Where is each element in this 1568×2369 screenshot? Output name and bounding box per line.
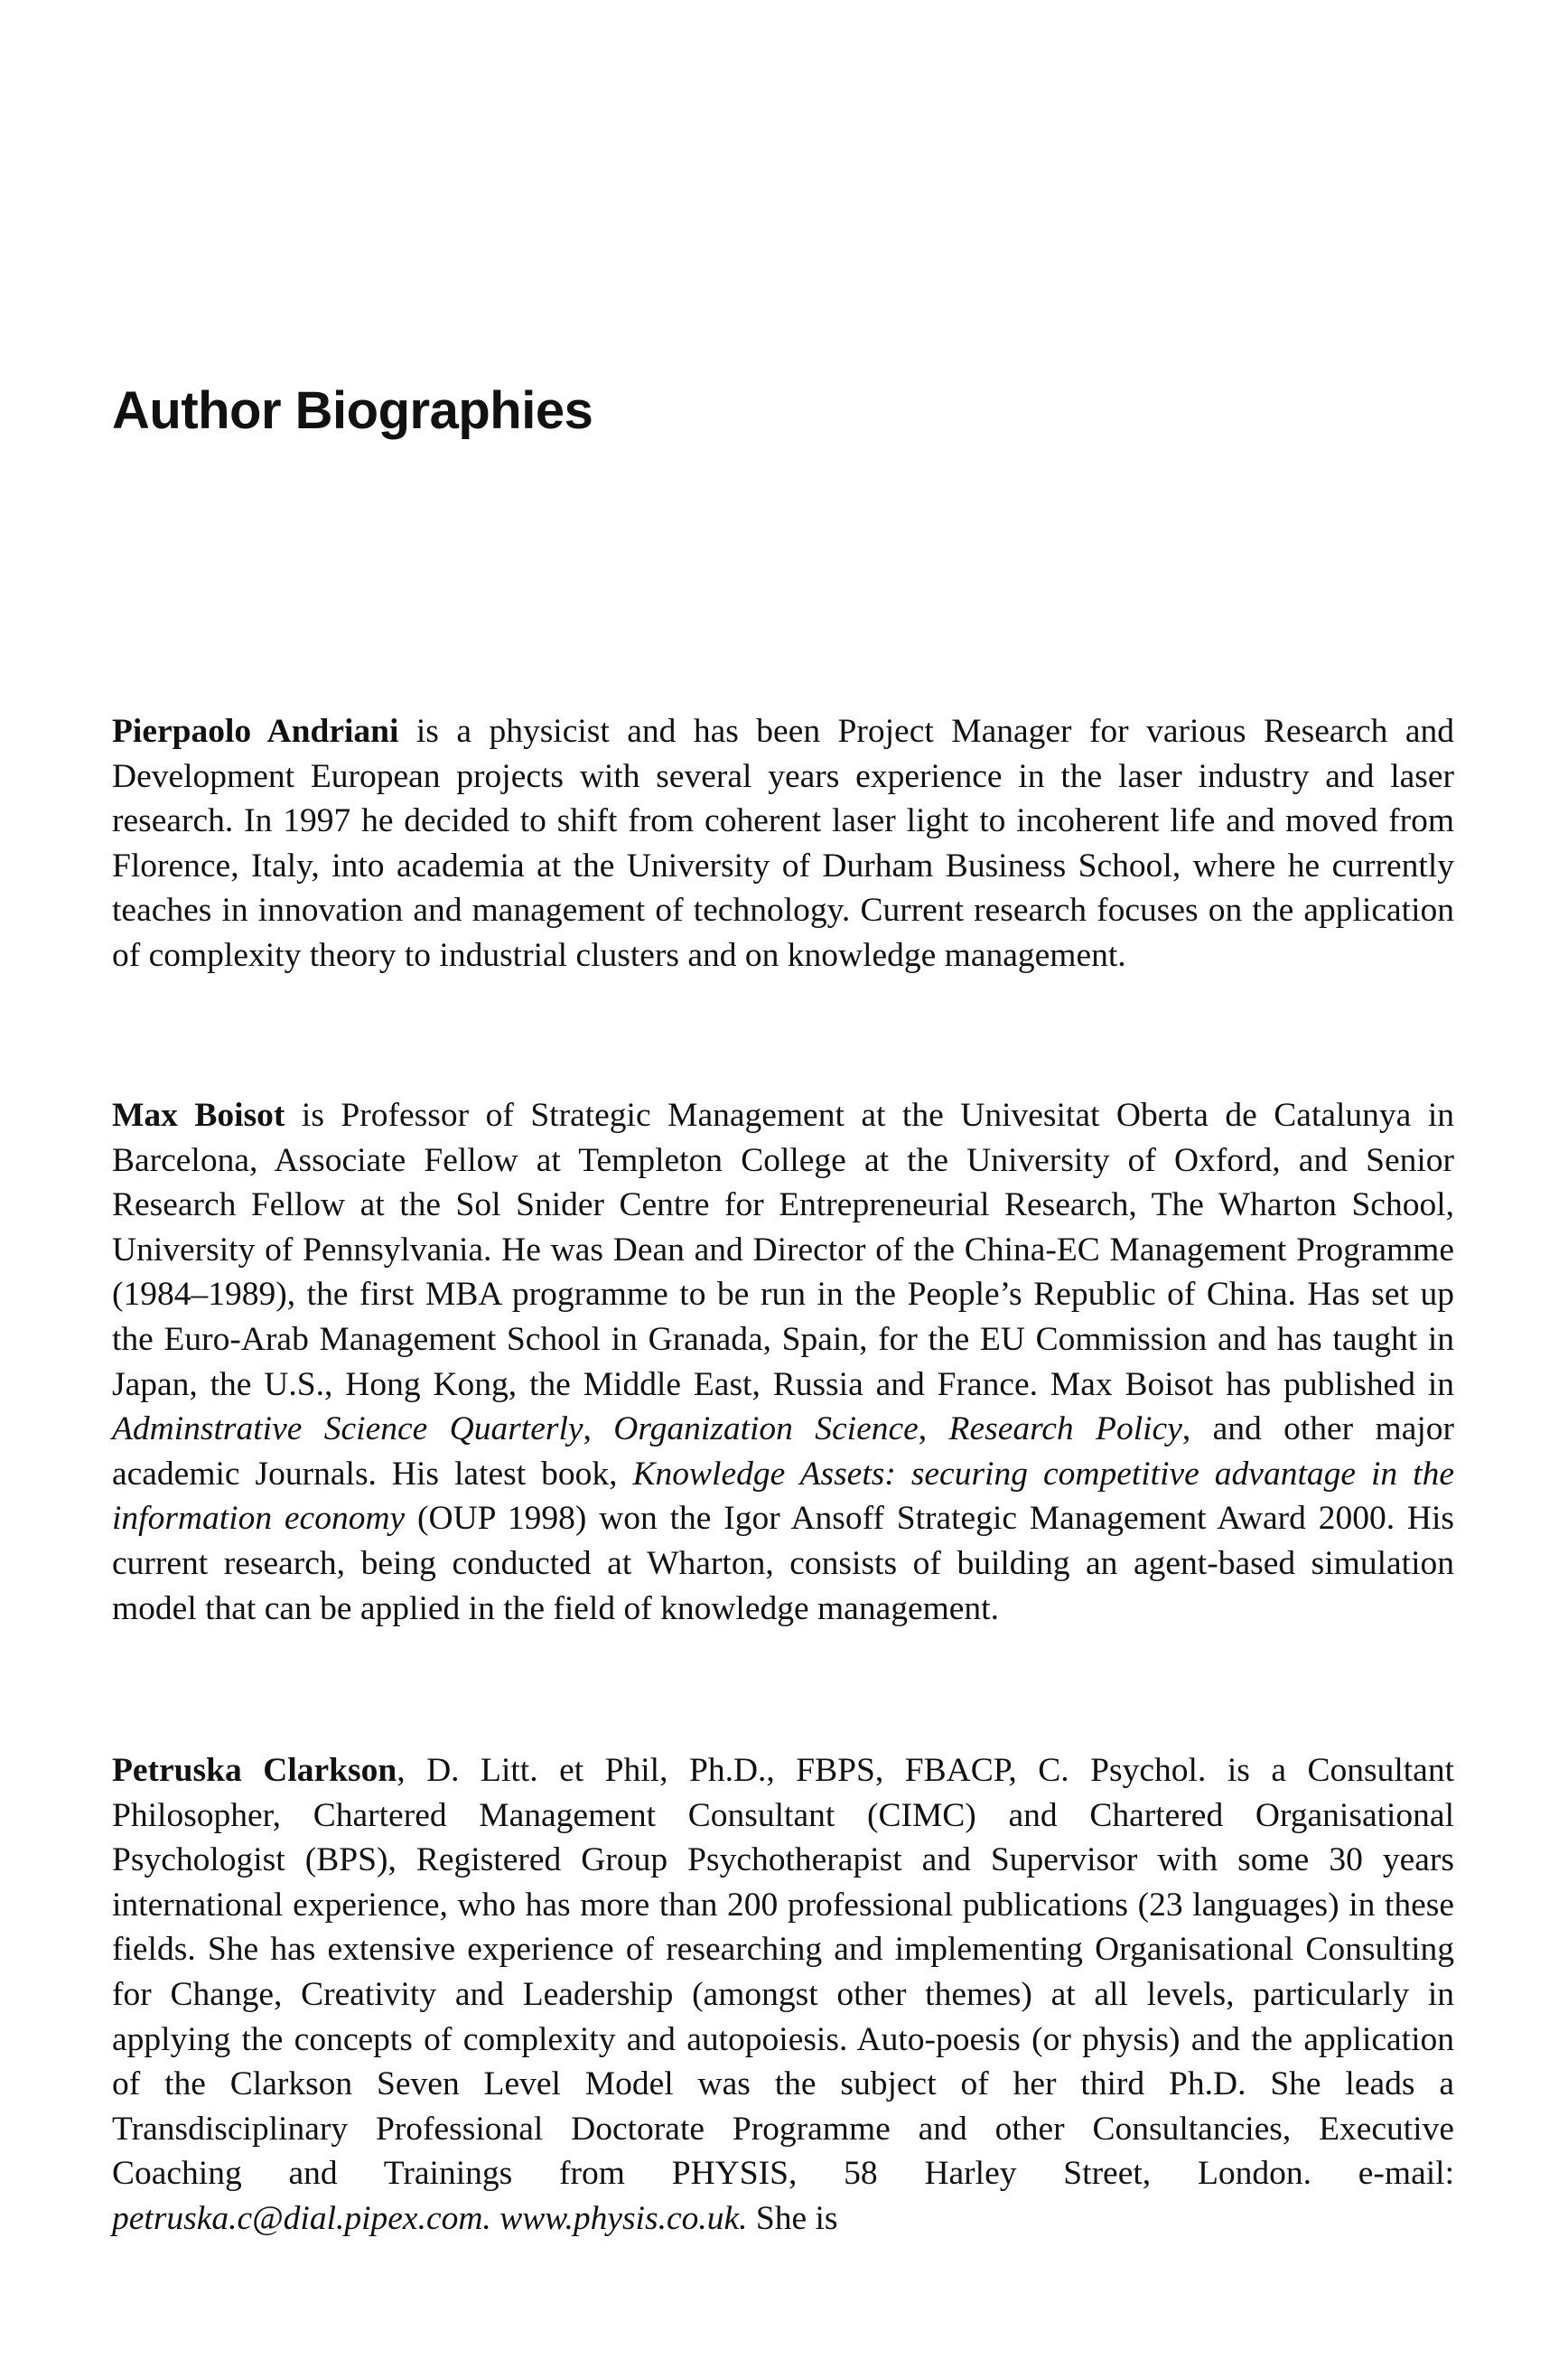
bio-text: She is <box>747 2199 838 2237</box>
bio-text: is Professor of Strategic Management at the Univesitat Oberta de Catalunya in Barcelona, Associate Fellow at Templeton College at the University of Oxford, and Senior Research Fellow at the Sol Snider Centre for Entrepreneurial Research, The Wharton School, University of Pennsylvania. He was Dean and Director of the China-EC Management Programme (1984–1989), the first MBA programme to be run in the People’s Republic of China. Has set up the Euro-Arab Management School in Granada, Spain, for the EU Commission and has taught in Japan, the U.S., Hong Kong, the Middle East, Russia and France. Max Boisot has published in <box>112 1097 1454 1403</box>
bio-petruska-clarkson <box>112 1748 1454 2242</box>
email-address: petruska.c@dial.pipex.com. <box>112 2199 491 2237</box>
bio-text: is a physicist and has been Project Manager for various Research and Development European projects with several years experience in the laser industry and laser research. In 1997 he decided to shift from coherent laser light to incoherent life and moved from Florence, Italy, into academia at the University of Durham Business School, where he currently teaches in innovation and management of technology. Current research focuses on the application of complexity theory to industrial clusters and on knowledge management. <box>112 713 1455 974</box>
journal-title: Organization Science <box>613 1410 919 1448</box>
author-name: Pierpaolo Andriani <box>112 713 399 750</box>
bio-text: (OUP 1998) won the Igor Ansoff Strategic Management Award 2000. His current research, being conducted at Wharton, consists of building an agent-based simulation model that can be applied in the field of knowledge management. <box>112 1500 1455 1627</box>
bio-text <box>491 2200 499 2237</box>
journal-title: Research Policy <box>948 1410 1182 1448</box>
website-url: www.physis.co.uk. <box>499 2199 748 2237</box>
bio-text: , <box>583 1410 614 1448</box>
bio-pierpaolo-andriani <box>112 709 1454 978</box>
book-title: Knowledge Assets: securing competitive advantage in the information economy <box>112 1455 1454 1538</box>
author-name: Max Boisot <box>112 1097 285 1134</box>
author-name: Petruska Clarkson <box>112 1752 397 1789</box>
bio-max-boisot <box>112 1093 1454 1631</box>
bio-text: , and other major academic Journals. His latest book, <box>112 1410 1455 1493</box>
bio-text: , D. Litt. et Phil, Ph.D., FBPS, FBACP, C. Psychol. is a Consultant Philosopher, Chartered Management Consultant (CIMC) and Chartered Organisational Psychologist (BPS), Registered Group Psychotherapist and Supervisor with some 30 years international experience, who has more than 200 professional publications (23 languages) in these fields. She has extensive experience of researching and implementing Organisational Consulting for Change, Creativity and Leadership (amongst other themes) at all levels, particularly in applying the concepts of complexity and autopoiesis. Auto-poesis (or physis) and the application of the Clarkson Seven Level Model was the subject of her third Ph.D. She leads a Transdisciplinary Professional Doctorate Programme and other Consultancies, Executive Coaching and Trainings from PHYSIS, 58 Harley Street, London. e-mail: <box>112 1752 1454 2193</box>
journal-title: Adminstrative Science Quarterly <box>112 1410 583 1448</box>
page-title: Author Biographies <box>112 381 593 440</box>
bio-text: , <box>918 1410 949 1448</box>
